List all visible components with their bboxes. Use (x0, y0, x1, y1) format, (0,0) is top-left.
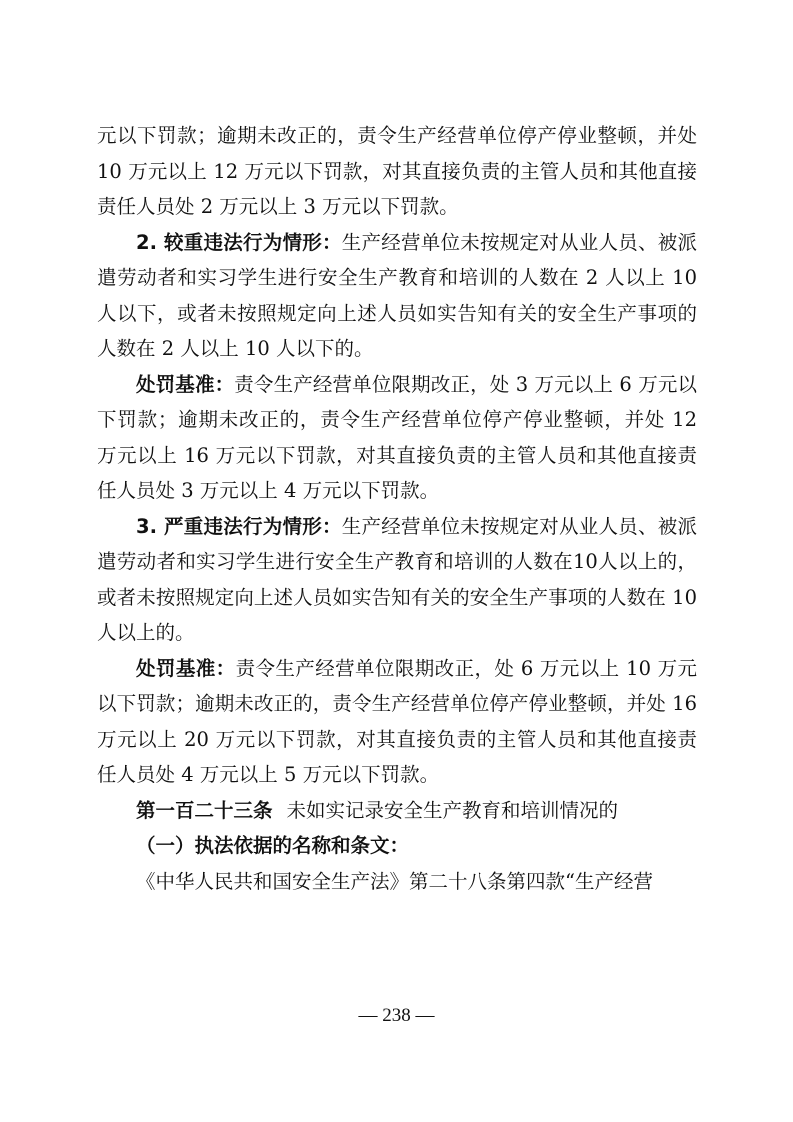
paragraph-text: 元以下罚款；逾期未改正的，责令生产经营单位停产停业整顿，并处 10 万元以上 12 万元以下罚款，对其直接负责的主管人员和其他直接责任人员处 2 万元以上 3 万元以下罚款。 (97, 124, 697, 218)
paragraph-severe-violation (97, 509, 697, 651)
document-body (97, 118, 697, 899)
paragraph-serious-violation (97, 225, 697, 367)
penalty-standard-heading: 处罚基准： (136, 372, 235, 396)
legal-basis-text: 《中华人民共和国安全生产法》第二十八条第四款“生产经营 (136, 869, 653, 893)
violation-level-heading: 3. 严重违法行为情形： (136, 514, 342, 538)
paragraph-penalty-standard (97, 651, 697, 793)
paragraph-continued-penalty (97, 118, 697, 225)
article-heading (97, 793, 697, 829)
paragraph-text: 生产经营单位未按规定对从业人员、被派遣劳动者和实习学生进行安全生产教育和培训的人数在10人以上的，或者未按照规定向上述人员如实告知有关的安全生产事项的人数在 10 人以上的。 (97, 514, 697, 644)
paragraph-text: 生产经营单位未按规定对从业人员、被派遣劳动者和实习学生进行安全生产教育和培训的人数在 2 人以上 10 人以下，或者未按照规定向上述人员如实告知有关的安全生产事项的人数在 2 人以上 10 人以下的。 (97, 230, 697, 360)
penalty-standard-heading: 处罚基准： (136, 656, 236, 680)
article-number: 第一百二十三条 (136, 798, 273, 822)
page-number: — 238 — (358, 1005, 435, 1026)
paragraph-text: 责令生产经营单位限期改正，处 3 万元以上 6 万元以下罚款；逾期未改正的，责令生产经营单位停产停业整顿，并处 12 万元以上 16 万元以下罚款，对其直接负责的主管人员和其他直接责任人员处 3 万元以上 4 万元以下罚款。 (97, 372, 697, 502)
paragraph-penalty-standard (97, 367, 697, 509)
violation-level-heading: 2. 较重违法行为情形： (136, 230, 342, 254)
article-subject: 未如实记录安全生产教育和培训情况的 (286, 798, 619, 822)
section-heading: （一）执法依据的名称和条文： (136, 834, 410, 857)
paragraph-text: 责令生产经营单位限期改正，处 6 万元以上 10 万元以下罚款；逾期未改正的，责令生产经营单位停产停业整顿，并处 16 万元以上 20 万元以下罚款，对其直接负责的主管人员和其他直接责任人员处 4 万元以上 5 万元以下罚款。 (97, 656, 697, 786)
